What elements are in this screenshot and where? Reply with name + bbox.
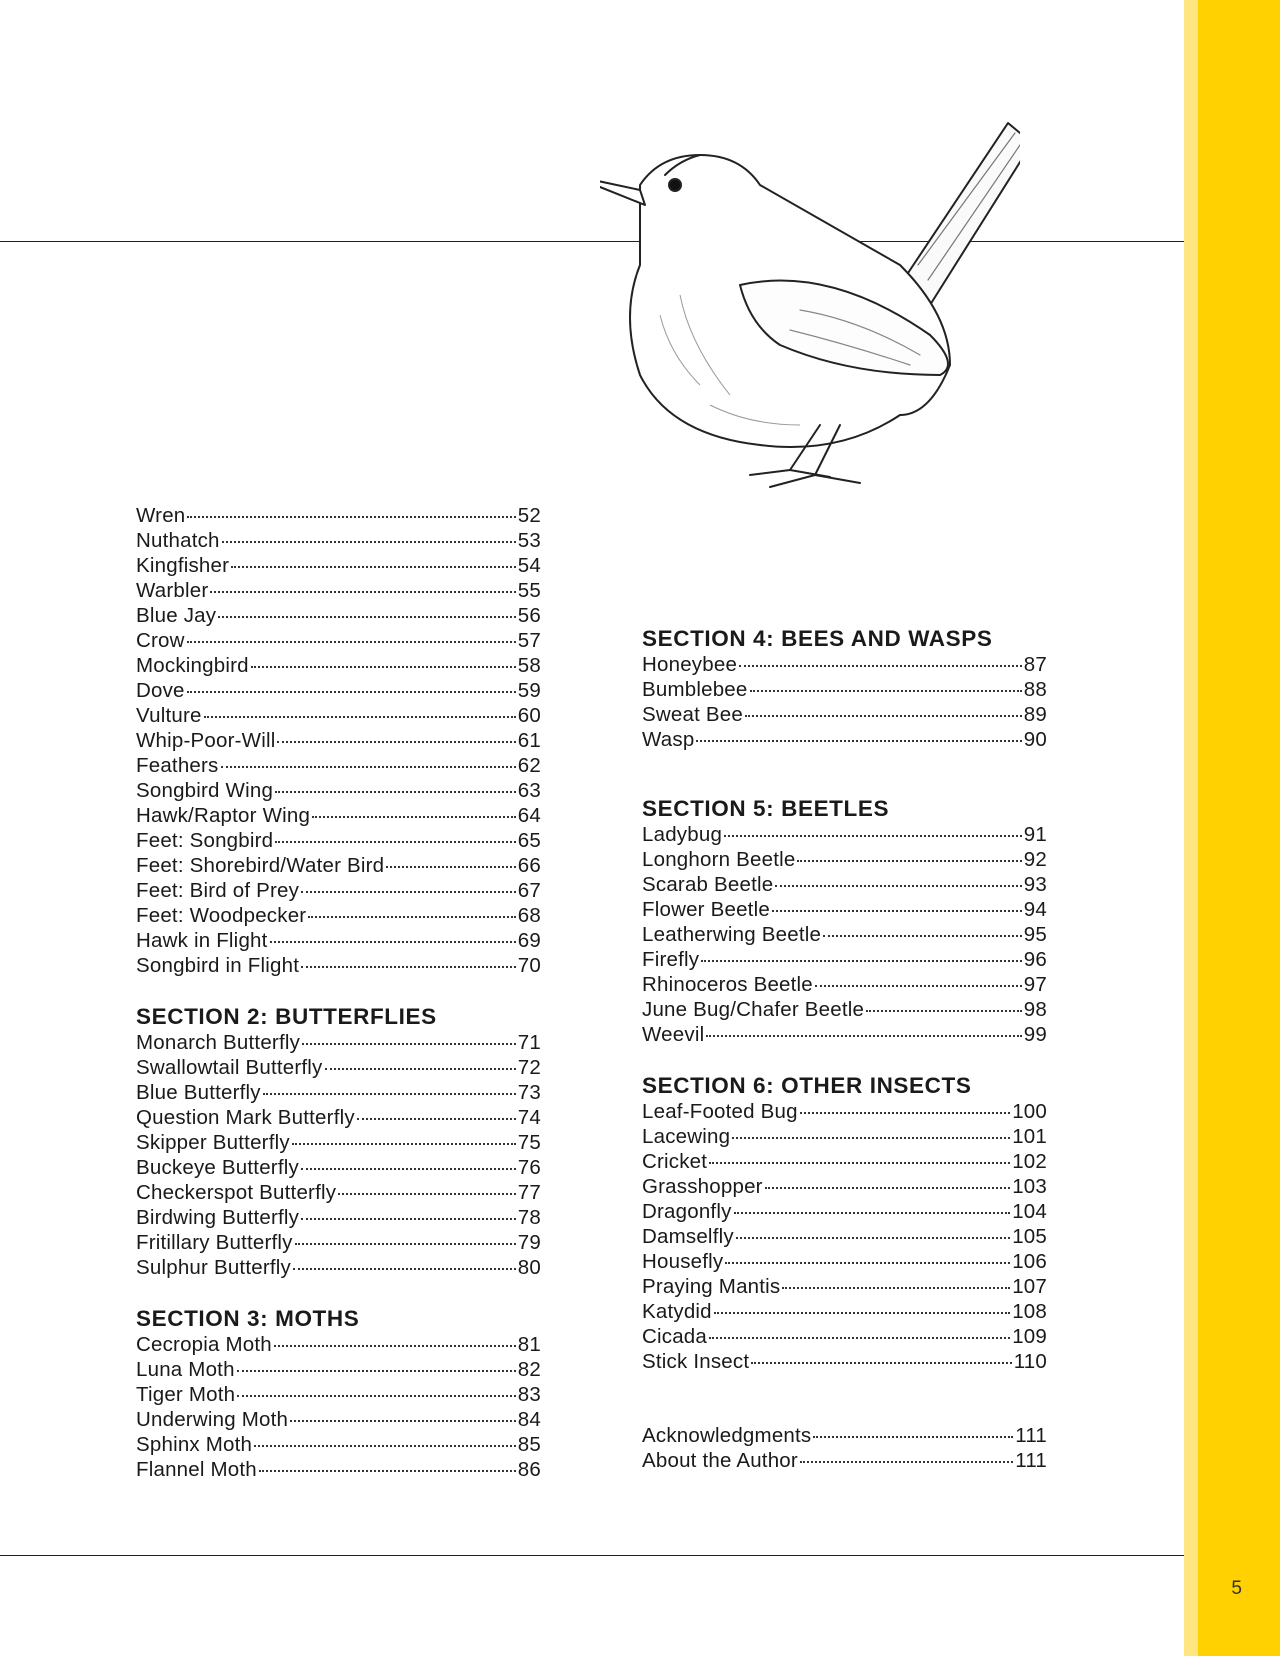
toc-entry-page: 94 bbox=[1023, 898, 1047, 921]
dot-leader bbox=[292, 1142, 516, 1145]
toc-entry-title: Leatherwing Beetle bbox=[642, 923, 822, 946]
toc-entry[interactable] bbox=[136, 828, 541, 853]
dot-leader bbox=[259, 1469, 516, 1472]
toc-entry-page: 85 bbox=[517, 1433, 541, 1456]
dot-leader bbox=[263, 1092, 516, 1095]
toc-entry[interactable] bbox=[642, 1274, 1047, 1299]
toc-entry-title: Whip-Poor-Will bbox=[136, 729, 276, 752]
dot-leader bbox=[813, 1435, 1013, 1438]
dot-leader bbox=[701, 959, 1022, 962]
dot-leader bbox=[275, 790, 516, 793]
toc-entry[interactable] bbox=[642, 727, 1047, 752]
toc-entry[interactable] bbox=[136, 953, 541, 978]
toc-entry-title: Wren bbox=[136, 504, 186, 527]
toc-entry-page: 71 bbox=[517, 1031, 541, 1054]
toc-entry-title: Longhorn Beetle bbox=[642, 848, 796, 871]
toc-entry[interactable] bbox=[642, 1149, 1047, 1174]
toc-entry-page: 52 bbox=[517, 504, 541, 527]
toc-entry-title: About the Author bbox=[642, 1449, 798, 1472]
butterfly-entries bbox=[136, 1030, 541, 1280]
toc-entry-page: 73 bbox=[517, 1081, 541, 1104]
toc-entry-title: Sulphur Butterfly bbox=[136, 1256, 291, 1279]
toc-entry-page: 98 bbox=[1023, 998, 1047, 1021]
toc-entry-title: Leaf-Footed Bug bbox=[642, 1100, 798, 1123]
dot-leader bbox=[221, 765, 516, 768]
dot-leader bbox=[308, 915, 515, 918]
toc-entry-page: 87 bbox=[1023, 653, 1047, 676]
toc-entry-title: Dragonfly bbox=[642, 1200, 732, 1223]
bee-entries bbox=[642, 652, 1047, 752]
toc-entry[interactable] bbox=[136, 603, 541, 628]
toc-entry-page: 90 bbox=[1023, 728, 1047, 751]
toc-entry-page: 103 bbox=[1012, 1175, 1047, 1198]
dot-leader bbox=[386, 865, 516, 868]
toc-entry-page: 83 bbox=[517, 1383, 541, 1406]
toc-entry[interactable] bbox=[136, 1030, 541, 1055]
toc-entry[interactable] bbox=[136, 1407, 541, 1432]
toc-entry[interactable] bbox=[136, 753, 541, 778]
toc-entry-title: Bumblebee bbox=[642, 678, 748, 701]
toc-entry-title: Sphinx Moth bbox=[136, 1433, 253, 1456]
dot-leader bbox=[277, 740, 515, 743]
toc-entry-page: 101 bbox=[1012, 1125, 1047, 1148]
toc-entry[interactable] bbox=[642, 1022, 1047, 1047]
toc-entry-title: Checkerspot Butterfly bbox=[136, 1181, 337, 1204]
toc-entry-page: 76 bbox=[517, 1156, 541, 1179]
toc-entry-title: Hawk in Flight bbox=[136, 929, 268, 952]
toc-entry[interactable] bbox=[136, 1332, 541, 1357]
dot-leader bbox=[295, 1242, 516, 1245]
toc-entry[interactable] bbox=[642, 997, 1047, 1022]
toc-entry-title: June Bug/Chafer Beetle bbox=[642, 998, 865, 1021]
dot-leader bbox=[210, 590, 515, 593]
toc-entry-title: Weevil bbox=[642, 1023, 705, 1046]
toc-entry-page: 108 bbox=[1012, 1300, 1047, 1323]
toc-entry-title: Luna Moth bbox=[136, 1358, 235, 1381]
toc-entry-title: Acknowledgments bbox=[642, 1424, 812, 1447]
spacer bbox=[642, 1374, 1047, 1423]
toc-entry-title: Underwing Moth bbox=[136, 1408, 289, 1431]
moth-entries bbox=[136, 1332, 541, 1482]
toc-entry-title: Sweat Bee bbox=[642, 703, 743, 726]
toc-entry-page: 69 bbox=[517, 929, 541, 952]
toc-entry[interactable] bbox=[136, 1255, 541, 1280]
toc-entry-page: 107 bbox=[1012, 1275, 1047, 1298]
toc-entry[interactable] bbox=[642, 1448, 1047, 1473]
section-heading-bees-wasps: SECTION 4: BEES AND WASPS bbox=[642, 626, 993, 651]
toc-entry[interactable] bbox=[642, 702, 1047, 727]
dot-leader bbox=[800, 1460, 1013, 1463]
toc-entry-page: 102 bbox=[1012, 1150, 1047, 1173]
toc-entry[interactable] bbox=[642, 947, 1047, 972]
section-heading-butterflies: SECTION 2: BUTTERFLIES bbox=[136, 1004, 437, 1029]
dot-leader bbox=[218, 615, 516, 618]
dot-leader bbox=[823, 934, 1022, 937]
toc-entry-page: 99 bbox=[1023, 1023, 1047, 1046]
toc-entry-page: 79 bbox=[517, 1231, 541, 1254]
dot-leader bbox=[734, 1211, 1011, 1214]
dot-leader bbox=[338, 1192, 516, 1195]
toc-entry-title: Swallowtail Butterfly bbox=[136, 1056, 323, 1079]
toc-entry[interactable] bbox=[136, 703, 541, 728]
toc-entry[interactable] bbox=[136, 1230, 541, 1255]
toc-entry-page: 63 bbox=[517, 779, 541, 802]
toc-entry-title: Blue Jay bbox=[136, 604, 217, 627]
toc-entry-page: 91 bbox=[1023, 823, 1047, 846]
dot-leader bbox=[724, 834, 1022, 837]
toc-entry[interactable] bbox=[642, 1124, 1047, 1149]
toc-entry-page: 64 bbox=[517, 804, 541, 827]
toc-entry-title: Dove bbox=[136, 679, 185, 702]
toc-entry-page: 68 bbox=[517, 904, 541, 927]
dot-leader bbox=[312, 815, 516, 818]
toc-entry-title: Blue Butterfly bbox=[136, 1081, 261, 1104]
wren-illustration bbox=[600, 115, 1020, 535]
toc-entry-page: 59 bbox=[517, 679, 541, 702]
toc-entry[interactable] bbox=[136, 878, 541, 903]
toc-entry-title: Buckeye Butterfly bbox=[136, 1156, 299, 1179]
toc-entry-title: Flower Beetle bbox=[642, 898, 770, 921]
dot-leader bbox=[775, 884, 1021, 887]
yellow-side-band bbox=[1184, 0, 1280, 1656]
dot-leader bbox=[187, 690, 516, 693]
toc-entry[interactable] bbox=[642, 652, 1047, 677]
toc-entry-title: Firefly bbox=[642, 948, 700, 971]
dot-leader bbox=[302, 1042, 516, 1045]
toc-entry-title: Lacewing bbox=[642, 1125, 731, 1148]
toc-entry[interactable] bbox=[642, 872, 1047, 897]
toc-entry-title: Damselfly bbox=[642, 1225, 734, 1248]
toc-entry-page: 53 bbox=[517, 529, 541, 552]
dot-leader bbox=[732, 1136, 1010, 1139]
toc-entry-page: 105 bbox=[1012, 1225, 1047, 1248]
toc-entry-page: 92 bbox=[1023, 848, 1047, 871]
back-matter-entries bbox=[642, 1423, 1047, 1473]
dot-leader bbox=[725, 1261, 1010, 1264]
toc-entry[interactable] bbox=[136, 678, 541, 703]
toc-entry-title: Question Mark Butterfly bbox=[136, 1106, 355, 1129]
toc-entry[interactable] bbox=[136, 1055, 541, 1080]
toc-entry[interactable] bbox=[136, 1432, 541, 1457]
toc-entry[interactable] bbox=[136, 1382, 541, 1407]
toc-entry-title: Nuthatch bbox=[136, 529, 220, 552]
toc-entry[interactable] bbox=[136, 1155, 541, 1180]
toc-entry-title: Hawk/Raptor Wing bbox=[136, 804, 311, 827]
toc-entry-title: Praying Mantis bbox=[642, 1275, 781, 1298]
toc-entry-title: Feathers bbox=[136, 754, 219, 777]
dot-leader bbox=[751, 1361, 1011, 1364]
toc-entry-title: Feet: Songbird bbox=[136, 829, 274, 852]
dot-leader bbox=[254, 1444, 516, 1447]
toc-entry[interactable] bbox=[136, 803, 541, 828]
toc-entry[interactable] bbox=[136, 1357, 541, 1382]
toc-entry-title: Birdwing Butterfly bbox=[136, 1206, 300, 1229]
toc-entry-page: 58 bbox=[517, 654, 541, 677]
bird-entries bbox=[136, 503, 541, 978]
toc-entry-title: Rhinoceros Beetle bbox=[642, 973, 813, 996]
toc-entry-title: Warbler bbox=[136, 579, 209, 602]
toc-entry-title: Crow bbox=[136, 629, 185, 652]
section-heading-beetles: SECTION 5: BEETLES bbox=[642, 796, 890, 821]
dot-leader bbox=[745, 714, 1022, 717]
dot-leader bbox=[275, 840, 516, 843]
toc-entry-title: Mockingbird bbox=[136, 654, 249, 677]
toc-entry[interactable] bbox=[642, 972, 1047, 997]
toc-entry-title: Songbird Wing bbox=[136, 779, 274, 802]
toc-entry[interactable] bbox=[642, 1324, 1047, 1349]
page-number: 5 bbox=[1231, 1578, 1242, 1599]
toc-entry-page: 100 bbox=[1012, 1100, 1047, 1123]
dot-leader bbox=[301, 890, 516, 893]
dot-leader bbox=[714, 1311, 1010, 1314]
toc-entry[interactable] bbox=[136, 553, 541, 578]
dot-leader bbox=[301, 965, 516, 968]
toc-entry[interactable] bbox=[136, 928, 541, 953]
toc-entry[interactable] bbox=[642, 1299, 1047, 1324]
toc-entry[interactable] bbox=[136, 503, 541, 528]
dot-leader bbox=[270, 940, 516, 943]
toc-entry[interactable] bbox=[642, 1249, 1047, 1274]
dot-leader bbox=[187, 515, 515, 518]
toc-entry[interactable] bbox=[642, 1174, 1047, 1199]
toc-entry-page: 96 bbox=[1023, 948, 1047, 971]
dot-leader bbox=[782, 1286, 1010, 1289]
dot-leader bbox=[696, 739, 1021, 742]
toc-entry[interactable] bbox=[642, 1099, 1047, 1124]
insect-entries bbox=[642, 1099, 1047, 1374]
toc-entry-page: 67 bbox=[517, 879, 541, 902]
toc-entry-title: Skipper Butterfly bbox=[136, 1131, 290, 1154]
toc-entry-page: 97 bbox=[1023, 973, 1047, 996]
toc-entry-page: 78 bbox=[517, 1206, 541, 1229]
toc-entry-title: Feet: Woodpecker bbox=[136, 904, 307, 927]
toc-entry[interactable] bbox=[642, 847, 1047, 872]
toc-entry-page: 72 bbox=[517, 1056, 541, 1079]
dot-leader bbox=[709, 1336, 1010, 1339]
toc-entry[interactable] bbox=[136, 1130, 541, 1155]
toc-entry-page: 106 bbox=[1012, 1250, 1047, 1273]
toc-entry-page: 109 bbox=[1012, 1325, 1047, 1348]
toc-entry-page: 111 bbox=[1015, 1449, 1047, 1472]
section-heading-other-insects: SECTION 6: OTHER INSECTS bbox=[642, 1073, 972, 1098]
toc-entry-title: Feet: Shorebird/Water Bird bbox=[136, 854, 385, 877]
toc-entry-page: 110 bbox=[1013, 1350, 1047, 1373]
dot-leader bbox=[237, 1394, 516, 1397]
toc-entry[interactable] bbox=[642, 1423, 1047, 1448]
toc-entry[interactable] bbox=[642, 922, 1047, 947]
toc-entry[interactable] bbox=[136, 1105, 541, 1130]
toc-entry-page: 80 bbox=[517, 1256, 541, 1279]
dot-leader bbox=[765, 1186, 1010, 1189]
dot-leader bbox=[274, 1344, 516, 1347]
toc-entry[interactable] bbox=[136, 1205, 541, 1230]
toc-entry-page: 95 bbox=[1023, 923, 1047, 946]
bottom-divider bbox=[0, 1555, 1184, 1556]
toc-entry-title: Kingfisher bbox=[136, 554, 230, 577]
toc-entry-title: Katydid bbox=[642, 1300, 712, 1323]
dot-leader bbox=[750, 689, 1022, 692]
toc-entry[interactable] bbox=[136, 528, 541, 553]
toc-entry-title: Honeybee bbox=[642, 653, 738, 676]
toc-entry-page: 54 bbox=[517, 554, 541, 577]
toc-entry-page: 86 bbox=[517, 1458, 541, 1481]
toc-right-column bbox=[642, 626, 1047, 1473]
dot-leader bbox=[222, 540, 516, 543]
dot-leader bbox=[301, 1167, 516, 1170]
dot-leader bbox=[204, 715, 516, 718]
toc-entry-title: Grasshopper bbox=[642, 1175, 763, 1198]
toc-entry[interactable] bbox=[136, 728, 541, 753]
toc-entry-title: Scarab Beetle bbox=[642, 873, 774, 896]
beetle-entries bbox=[642, 822, 1047, 1047]
toc-entry-title: Flannel Moth bbox=[136, 1458, 257, 1481]
dot-leader bbox=[187, 640, 516, 643]
toc-entry[interactable] bbox=[642, 1224, 1047, 1249]
toc-entry[interactable] bbox=[136, 903, 541, 928]
toc-entry[interactable] bbox=[136, 1080, 541, 1105]
toc-entry[interactable] bbox=[136, 578, 541, 603]
toc-entry-page: 66 bbox=[517, 854, 541, 877]
dot-leader bbox=[301, 1217, 516, 1220]
side-band-edge bbox=[1184, 0, 1198, 1656]
dot-leader bbox=[293, 1267, 516, 1270]
toc-entry[interactable] bbox=[136, 1180, 541, 1205]
toc-entry-title: Songbird in Flight bbox=[136, 954, 300, 977]
toc-entry[interactable] bbox=[136, 628, 541, 653]
toc-entry[interactable] bbox=[136, 853, 541, 878]
toc-entry-title: Tiger Moth bbox=[136, 1383, 236, 1406]
toc-entry-page: 56 bbox=[517, 604, 541, 627]
dot-leader bbox=[736, 1236, 1010, 1239]
dot-leader bbox=[739, 664, 1022, 667]
dot-leader bbox=[325, 1067, 516, 1070]
dot-leader bbox=[815, 984, 1022, 987]
toc-entry-page: 84 bbox=[517, 1408, 541, 1431]
toc-entry-page: 62 bbox=[517, 754, 541, 777]
dot-leader bbox=[797, 859, 1021, 862]
dot-leader bbox=[290, 1419, 516, 1422]
toc-entry-title: Wasp bbox=[642, 728, 695, 751]
toc-entry-title: Housefly bbox=[642, 1250, 724, 1273]
toc-entry-page: 57 bbox=[517, 629, 541, 652]
toc-entry-page: 75 bbox=[517, 1131, 541, 1154]
toc-entry-page: 93 bbox=[1023, 873, 1047, 896]
dot-leader bbox=[772, 909, 1022, 912]
dot-leader bbox=[800, 1111, 1010, 1114]
toc-entry-title: Stick Insect bbox=[642, 1350, 750, 1373]
toc-entry-page: 88 bbox=[1023, 678, 1047, 701]
toc-entry-title: Vulture bbox=[136, 704, 202, 727]
toc-entry-title: Cicada bbox=[642, 1325, 708, 1348]
toc-entry[interactable] bbox=[642, 677, 1047, 702]
toc-entry[interactable] bbox=[136, 653, 541, 678]
toc-entry-page: 104 bbox=[1012, 1200, 1047, 1223]
toc-entry-page: 61 bbox=[517, 729, 541, 752]
toc-entry-title: Ladybug bbox=[642, 823, 723, 846]
dot-leader bbox=[357, 1117, 516, 1120]
toc-entry-title: Monarch Butterfly bbox=[136, 1031, 301, 1054]
toc-entry-page: 74 bbox=[517, 1106, 541, 1129]
dot-leader bbox=[866, 1009, 1022, 1012]
toc-entry-page: 55 bbox=[517, 579, 541, 602]
toc-entry-title: Cricket bbox=[642, 1150, 708, 1173]
toc-entry[interactable] bbox=[642, 822, 1047, 847]
toc-entry-title: Feet: Bird of Prey bbox=[136, 879, 300, 902]
toc-entry-page: 65 bbox=[517, 829, 541, 852]
section-heading-moths: SECTION 3: MOTHS bbox=[136, 1306, 360, 1331]
dot-leader bbox=[251, 665, 516, 668]
dot-leader bbox=[237, 1369, 516, 1372]
toc-entry-page: 89 bbox=[1023, 703, 1047, 726]
toc-entry-page: 60 bbox=[517, 704, 541, 727]
toc-entry-page: 111 bbox=[1015, 1424, 1047, 1447]
toc-entry-page: 81 bbox=[517, 1333, 541, 1356]
dot-leader bbox=[709, 1161, 1010, 1164]
toc-entry-page: 77 bbox=[517, 1181, 541, 1204]
toc-entry[interactable] bbox=[642, 1349, 1047, 1374]
toc-entry[interactable] bbox=[136, 1457, 541, 1482]
toc-entry[interactable] bbox=[642, 1199, 1047, 1224]
toc-entry-title: Fritillary Butterfly bbox=[136, 1231, 293, 1254]
toc-entry[interactable] bbox=[136, 778, 541, 803]
dot-leader bbox=[706, 1034, 1021, 1037]
toc-entry-page: 70 bbox=[517, 954, 541, 977]
toc-left-column bbox=[136, 503, 541, 1482]
toc-entry[interactable] bbox=[642, 897, 1047, 922]
toc-entry-page: 82 bbox=[517, 1358, 541, 1381]
toc-entry-title: Cecropia Moth bbox=[136, 1333, 272, 1356]
dot-leader bbox=[231, 565, 516, 568]
